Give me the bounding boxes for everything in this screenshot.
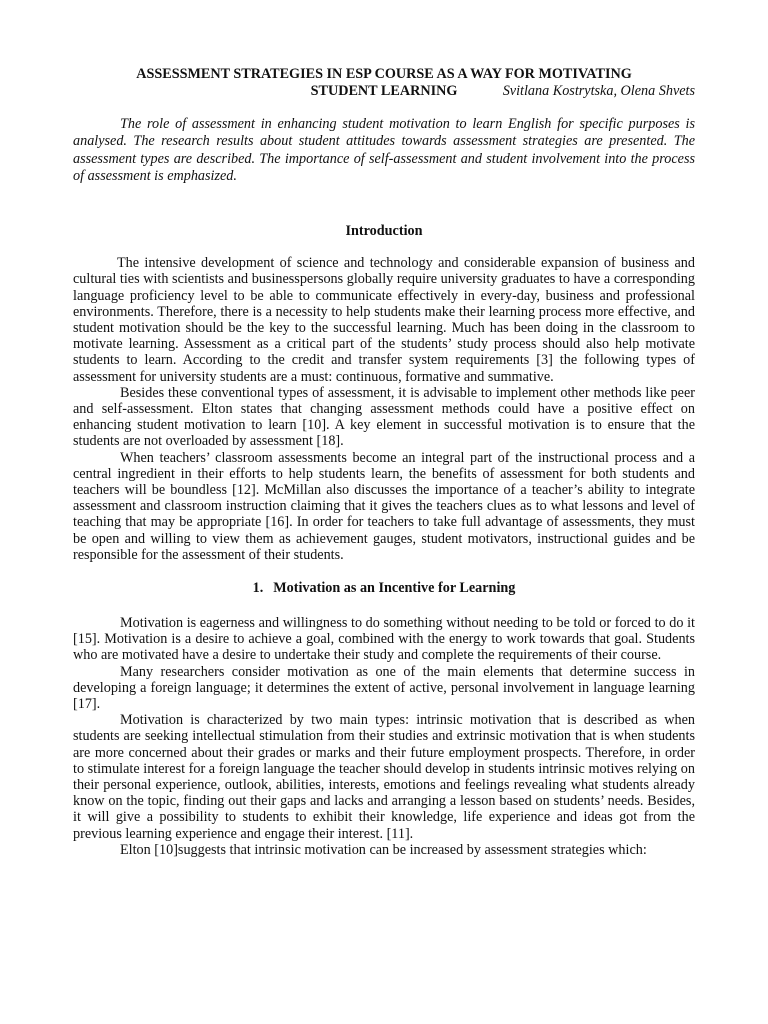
section-1-paragraph-3: Motivation is characterized by two main types: intrinsic motivation that is described as when students are seeking intellectual stimulation from their studies and extrinsic motivation that is when students are more concerned about their grades or marks and their future employment prospects. Therefore, in order to stimulate interest for a foreign language the teacher should develop in students intrinsic motives relying on their personal experience, outlook, abilities, interests, emotions and feelings revealing what students already know on the topic, finding out their gaps and lacks and arranging a lesson based on students’ needs. Besides, it will give a possibility to students to exhibit their knowledge, life experience and ideas got from the previous learning experience and engage their interest. [11]. bbox=[73, 712, 695, 842]
section-1-paragraph-1: Motivation is eagerness and willingness to do something without needing to be told or forced to do it [15]. Motivation is a desire to achieve a goal, combined with the energy to work towards that goal. Students who are motivated have a desire to undertake their study and complete the requirements of their course. bbox=[73, 615, 695, 664]
paper-title-line-1: ASSESSMENT STRATEGIES IN ESP COURSE AS A WAY FOR MOTIVATING bbox=[136, 66, 632, 82]
introduction-heading: Introduction bbox=[345, 223, 423, 240]
abstract: The role of assessment in enhancing student motivation to learn English for specific purposes is analysed. The research results about student attitudes towards assessment strategies are presented. The assessment types are described. The importance of self-assessment and student involvement into the process of assessment is emphasized. bbox=[73, 116, 695, 184]
section-1-paragraph-4: Elton [10]suggests that intrinsic motivation can be increased by assessment strategies which: bbox=[120, 841, 647, 858]
section-spacer bbox=[73, 563, 695, 580]
intro-paragraph-2: Besides these conventional types of assessment, it is advisable to implement other methods like peer and self-assessment. Elton states that changing assessment methods could have a positive effect on enhancing student motivation to learn [10]. A key element in successful motivation is to ensure that the students are not overloaded by assessment [18]. bbox=[73, 384, 695, 450]
section-1-heading bbox=[73, 580, 695, 597]
section-1-number: 1. bbox=[252, 580, 264, 597]
paper-authors: Svitlana Kostrytska, Olena Shvets bbox=[502, 83, 695, 99]
section-1-title: Motivation as an Incentive for Learning bbox=[273, 580, 516, 597]
intro-paragraph-3: When teachers’ classroom assessments become an integral part of the instructional process and a central ingredient in their efforts to help students learn, the benefits of assessment for both students and teachers will be boundless [12]. McMillan also discusses the importance of a teacher’s ability to integrate assessment and classroom instruction claiming that it gives the teachers clues as to what lessons and level of teaching that may be appropriate [16]. In order for teachers to take full advantage of assessments, they must be open and willing to view them as achievement gauges, student motivators, instructional guides and be responsible for the assessment of their students. bbox=[73, 449, 695, 563]
section-1-paragraph-2: Many researchers consider motivation as one of the main elements that determine success in developing a foreign language; it determines the extent of active, personal involvement in language learning [17]. bbox=[73, 663, 695, 713]
intro-paragraph-1: The intensive development of science and technology and considerable expansion of business and cultural ties with scientists and businesspersons globally require university graduates to have a corresponding language proficiency level to be able to communicate effectively in every-day, business and professional environments. Therefore, there is a necessity to help students make their learning process more effective, and student motivation should be the key to the successful learning. Much has been doing in the classroom to motivate learning. Assessment as a critical part of the students’ study process should also help motivate students to learn. According to the credit and transfer system requirements [3] the following types of assessment for university students are a must: continuous, formative and summative. bbox=[73, 255, 695, 385]
paper-title-line-2: STUDENT LEARNING bbox=[310, 83, 458, 99]
